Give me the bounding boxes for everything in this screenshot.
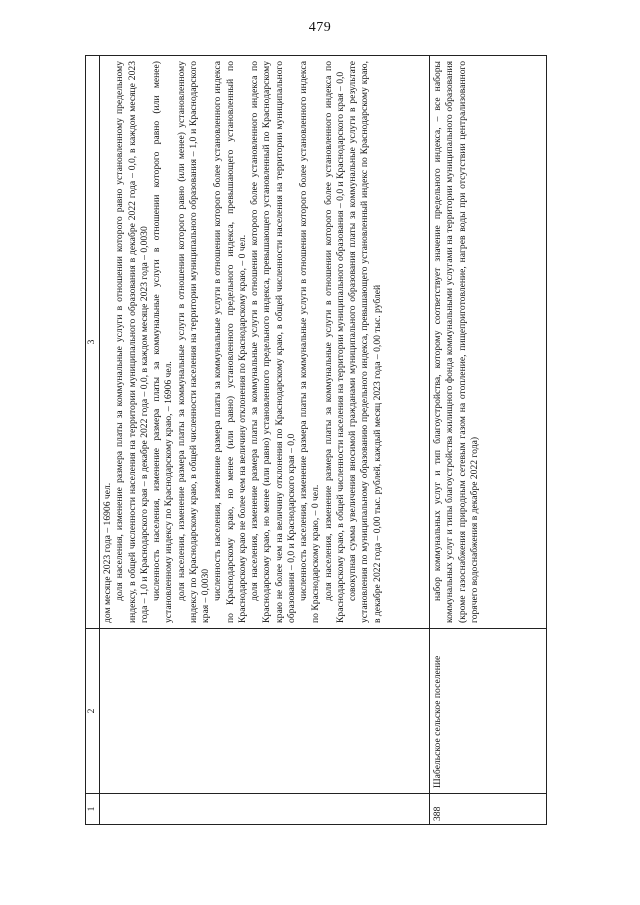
table-row: [430, 56, 546, 824]
row-description: [430, 56, 546, 628]
paragraph: набор коммунальных услуг и тип благоустройства, которому соответствует значение предельного индекса, – все наборы коммунальных услуг и типы благоустройства жилищного фонда коммунальными услугами на территории муниципального образования (кроме газоснабжения природным сетевым газом на отопление, пищеприготовление, нагрев воды при отсутствии централизованного горячего водоснабжения в декабре 2022 года): [432, 61, 480, 623]
table-header-row: [86, 56, 100, 824]
municipality-name: [100, 628, 429, 793]
table-row: [100, 56, 430, 824]
paragraph: доля населения, изменение размера платы за коммунальные услуги в отношении которого равно (или менее) установленному индексу по Краснодарскому краю, в общей численности населения на территории муниципального образования – 1,0 и Краснодарского края – 0,0030: [175, 61, 211, 623]
row-description: [100, 56, 429, 628]
header-col-3: 3: [86, 339, 97, 345]
paragraph: доля населения, изменение размера платы за коммунальные услуги в отношении которого равно установленному предельному индексу, в общей численности населения на территории муниципального образования в декабре 2022 года – 0,0, в каждом месяце 2023 года – 1,0 и Краснодарского края – в декабре 2022 года – 0,0, в каждом месяце 2023 года – 0,0030: [114, 61, 150, 623]
row-number: [100, 793, 429, 824]
paragraph: численность населения, изменение размера платы за коммунальные услуги в отношении которого равно (или менее) установленному индексу по Краснодарскому краю, – 16906 чел.: [151, 61, 175, 623]
municipality-name: Шабельское сельское поселение: [430, 628, 546, 793]
row-number: 388: [430, 793, 546, 824]
paragraph: численность населения, изменение размера платы за коммунальные услуги в отношении которого более установленного индекса по Краснодарскому краю, – 0 чел.: [298, 61, 322, 623]
header-col-1: 1: [86, 793, 99, 824]
paragraph: доля населения, изменение размера платы за коммунальные услуги в отношении которого более установленного индекса по Краснодарскому краю, в общей численности населения на территории муниципального образования – 0,0 и Краснодарского края – 0,0: [322, 61, 346, 623]
header-col-2: 2: [86, 628, 99, 793]
paragraph: дом месяце 2023 года – 16906 чел.: [102, 482, 113, 623]
paragraph: совокупная сумма увеличения вносимой гражданами муниципального образования платы за коммунальные услуги в результате установления по муниципальному образованию предельного индекса, превышающего установленный индекс по Краснодарскому краю, в декабре 2022 года – 0,00 тыс. рублей, каждый месяц 2023 года – 0,00 тыс. рублей: [347, 61, 383, 623]
page-number: 479: [308, 20, 332, 35]
paragraph: доля населения, изменение размера платы за коммунальные услуги в отношении которого более установленного индекса по Краснодарскому краю, но менее (или равно) установленного предельного индекса, превышающего установленный по Краснодарскому краю не более чем на величину отклонения по Краснодарскому краю, в общей численности населения на территории муниципального образования – 0,0 и Краснодарского края – 0,0: [249, 61, 297, 623]
paragraph: численность населения, изменение размера платы за коммунальные услуги в отношении которого более установленного индекса по Краснодарскому краю, но менее (или равно) установленного предельного индекса, превышающего установленный по Краснодарскому краю не более чем на величину отклонения по Краснодарскому краю, – 0 чел.: [212, 61, 248, 623]
rotated-table: [85, 55, 547, 825]
